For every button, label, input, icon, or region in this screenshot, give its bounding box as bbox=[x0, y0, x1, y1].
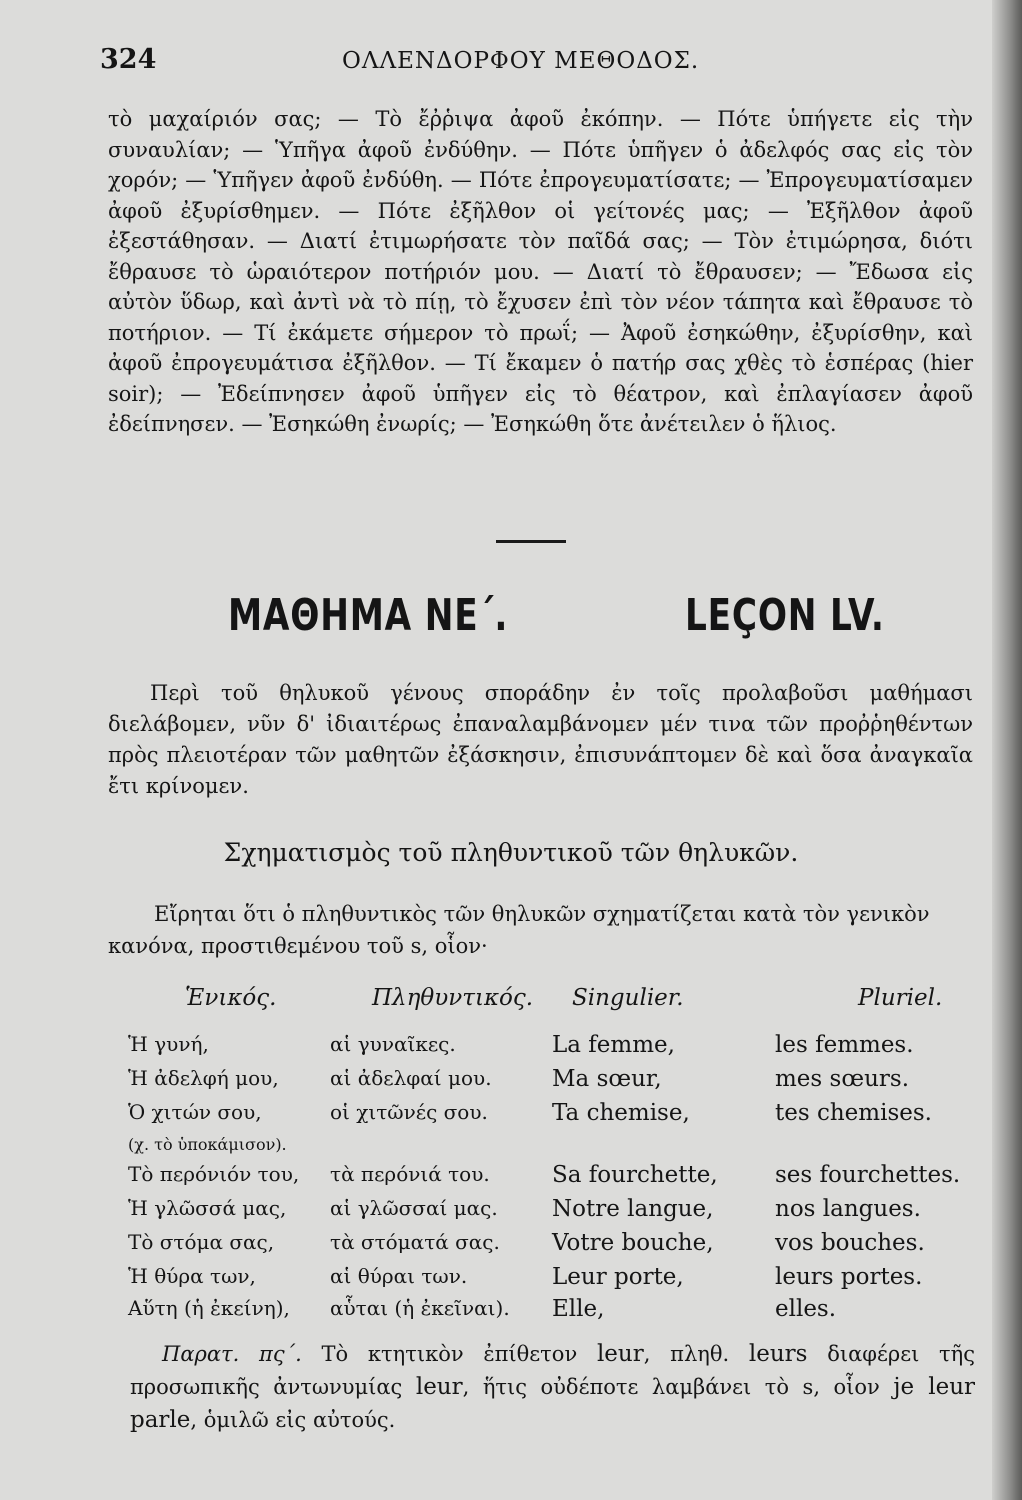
remark-text: , ἥτις οὐδέποτε λαμβάνει τὸ s, οἷον bbox=[462, 1375, 894, 1399]
plural-greek: αἱ θύραι των. bbox=[330, 1264, 468, 1288]
plural-french: nos langues. bbox=[775, 1196, 921, 1222]
remark-text: Τὸ κτητικὸν ἐπίθετον bbox=[301, 1342, 597, 1366]
header-plural-greek: Πληθυντικός. bbox=[372, 985, 534, 1011]
singular-greek: Ἡ γυνή, bbox=[128, 1032, 209, 1056]
lesson-title-greek: ΜΑΘΗΜΑ ΝΕ΄. bbox=[228, 590, 509, 641]
remark-paragraph bbox=[130, 1338, 975, 1437]
singular-french: Leur porte, bbox=[552, 1264, 684, 1290]
singular-french: Notre langue, bbox=[552, 1196, 714, 1222]
plural-greek: αἱ ἀδελφαί μου. bbox=[330, 1066, 492, 1090]
singular-french: Ta chemise, bbox=[552, 1100, 690, 1126]
running-title: ΟΛΛΕΝΔΟΡΦΟΥ ΜΕΘΟΔΟΣ. bbox=[342, 48, 700, 74]
table-row bbox=[0, 1100, 1022, 1134]
header-plural-french: Pluriel. bbox=[858, 985, 943, 1011]
lesson-title-french: LEÇON LV. bbox=[685, 590, 885, 641]
table-row bbox=[0, 1196, 1022, 1230]
french-example: je leur parle bbox=[130, 1374, 975, 1433]
singular-french: Sa fourchette, bbox=[552, 1162, 718, 1188]
page-number: 324 bbox=[100, 44, 157, 75]
singular-greek: Τὸ στόμα σας, bbox=[128, 1230, 275, 1254]
section-divider bbox=[496, 540, 566, 543]
table-row bbox=[0, 1230, 1022, 1264]
table-row bbox=[0, 1296, 1022, 1330]
french-word: leur bbox=[415, 1374, 463, 1400]
remark-text: , πληθ. bbox=[643, 1342, 749, 1366]
french-word: leur bbox=[596, 1341, 644, 1367]
singular-french: La femme, bbox=[552, 1032, 675, 1058]
exercise-text: τὸ μαχαίριόν σας; — Τὸ ἔῤῥιψα ἀφοῦ ἐκόπην. — Πότε ὑπήγετε εἰς τὴν συναυλίαν; — Ὑπῆγα ἀφοῦ ἐνδύθην. — Πότε ὑπῆγεν ὁ ἀδελφός σας εἰς τὸν χορόν; — Ὑπῆγεν ἀφοῦ ἐνδύθη. — Πότε ἐπρογευματίσατε; — Ἐπρογευματίσαμεν ἀφοῦ ἐξυρίσθημεν. — Πότε ἐξῆλθον οἱ γείτονές μας; — Ἐξῆλθον ἀφοῦ ἐξεστάθησαν. — Διατί ἐτιμωρήσατε τὸν παῖδά σας; — Τὸν ἐτιμώρησα, διότι ἔθραυσε τὸ ὡραιότερον ποτήριόν μου. — Διατί τὸ ἔθραυσεν; — Ἔδωσα εἰς αὐτὸν ὕδωρ, καὶ ἀντὶ νὰ τὸ πίῃ, τὸ ἔχυσεν ἐπὶ τὸν νέον τάπητα καὶ ἔθραυσε τὸ ποτήριον. — Τί ἐκάμετε σήμερον τὸ πρωΐ; — Ἀφοῦ ἐσηκώθην, ἐξυρίσθην, καὶ ἀφοῦ ἐπρογευμάτισα ἐξῆλθον. — Τί ἔκαμεν ὁ πατήρ σας χθὲς τὸ ἑσπέρας (hier soir); — Ἐδείπνησεν ἀφοῦ ὑπῆγεν εἰς τὸ θέατρον, καὶ ἐπλαγίασεν ἀφοῦ ἐδείπνησεν. — Ἐσηκώθη ἐνωρίς; — Ἐσηκώθη ὅτε ἀνέτειλεν ὁ ἥλιος. bbox=[108, 107, 973, 436]
rule-paragraph: Εἴρηται ὅτι ὁ πληθυντικὸς τῶν θηλυκῶν σχηματίζεται κατὰ τὸν γενικὸν κανόνα, προστιθεμένου τοῦ s, οἷον· bbox=[108, 902, 930, 958]
plural-french: vos bouches. bbox=[775, 1230, 925, 1256]
singular-french: Elle, bbox=[552, 1296, 605, 1322]
french-word: leurs bbox=[748, 1341, 808, 1367]
plural-french: les femmes. bbox=[775, 1032, 914, 1058]
singular-greek: Αὕτη (ἡ ἐκείνη), bbox=[128, 1296, 290, 1320]
plural-greek: αἱ γυναῖκες. bbox=[330, 1032, 456, 1056]
intro-paragraph: Περὶ τοῦ θηλυκοῦ γένους σποράδην ἐν τοῖς προλαβοῦσι μαθήμασι διελάβομεν, νῦν δ' ἰδιαιτέρως ἐπαναλαμβάνομεν μέν τινα τῶν προῤῥηθέντων πρὸς πλειοτέραν τῶν μαθητῶν ἐξάσκησιν, ἐπισυνάπτομεν δὲ καὶ ὅσα ἀναγκαῖα ἔτι κρίνομεν. bbox=[108, 681, 973, 798]
plural-greek: τὰ περόνιά του. bbox=[330, 1162, 490, 1186]
singular-greek: Ἡ γλῶσσά μας, bbox=[128, 1196, 287, 1220]
table-row bbox=[0, 1264, 1022, 1298]
plural-french: elles. bbox=[775, 1296, 837, 1322]
remark-label: Παρατ. πς΄. bbox=[162, 1342, 302, 1366]
plural-greek: αὗται (ἡ ἐκεῖναι). bbox=[330, 1296, 510, 1320]
plural-french: ses fourchettes. bbox=[775, 1162, 961, 1188]
page-header bbox=[100, 44, 940, 84]
plural-greek: αἱ γλῶσσαί μας. bbox=[330, 1196, 498, 1220]
singular-greek: Ὁ χιτών σου, bbox=[128, 1100, 262, 1124]
plural-french: leurs portes. bbox=[775, 1264, 923, 1290]
remark-text: , ὁμιλῶ εἰς αὐτούς. bbox=[190, 1408, 396, 1432]
table-row bbox=[0, 1032, 1022, 1066]
exercise-paragraph bbox=[108, 104, 973, 440]
declension-note: (χ. τὸ ὑποκάμισον). bbox=[128, 1135, 287, 1154]
table-row bbox=[0, 1066, 1022, 1100]
plural-greek: οἱ χιτῶνές σου. bbox=[330, 1100, 488, 1124]
singular-greek: Ἡ θύρα των, bbox=[128, 1264, 256, 1288]
table-row bbox=[0, 1162, 1022, 1196]
remark-text: διαφέρει τῆς προσωπικῆς ἀντωνυμίας bbox=[130, 1342, 975, 1399]
plural-french: tes chemises. bbox=[775, 1100, 932, 1126]
singular-greek: Ἡ ἀδελφή μου, bbox=[128, 1066, 279, 1090]
section-title: Σχηματισμὸς τοῦ πληθυντικοῦ τῶν θηλυκῶν. bbox=[223, 838, 799, 867]
singular-french: Ma sœur, bbox=[552, 1066, 662, 1092]
header-singular-greek: Ἑνικός. bbox=[185, 985, 277, 1011]
singular-french: Votre bouche, bbox=[552, 1230, 714, 1256]
plural-french: mes sœurs. bbox=[775, 1066, 910, 1092]
plural-greek: τὰ στόματά σας. bbox=[330, 1230, 500, 1254]
singular-greek: Τὸ περόνιόν του, bbox=[128, 1162, 300, 1186]
header-singular-french: Singulier. bbox=[572, 985, 684, 1011]
